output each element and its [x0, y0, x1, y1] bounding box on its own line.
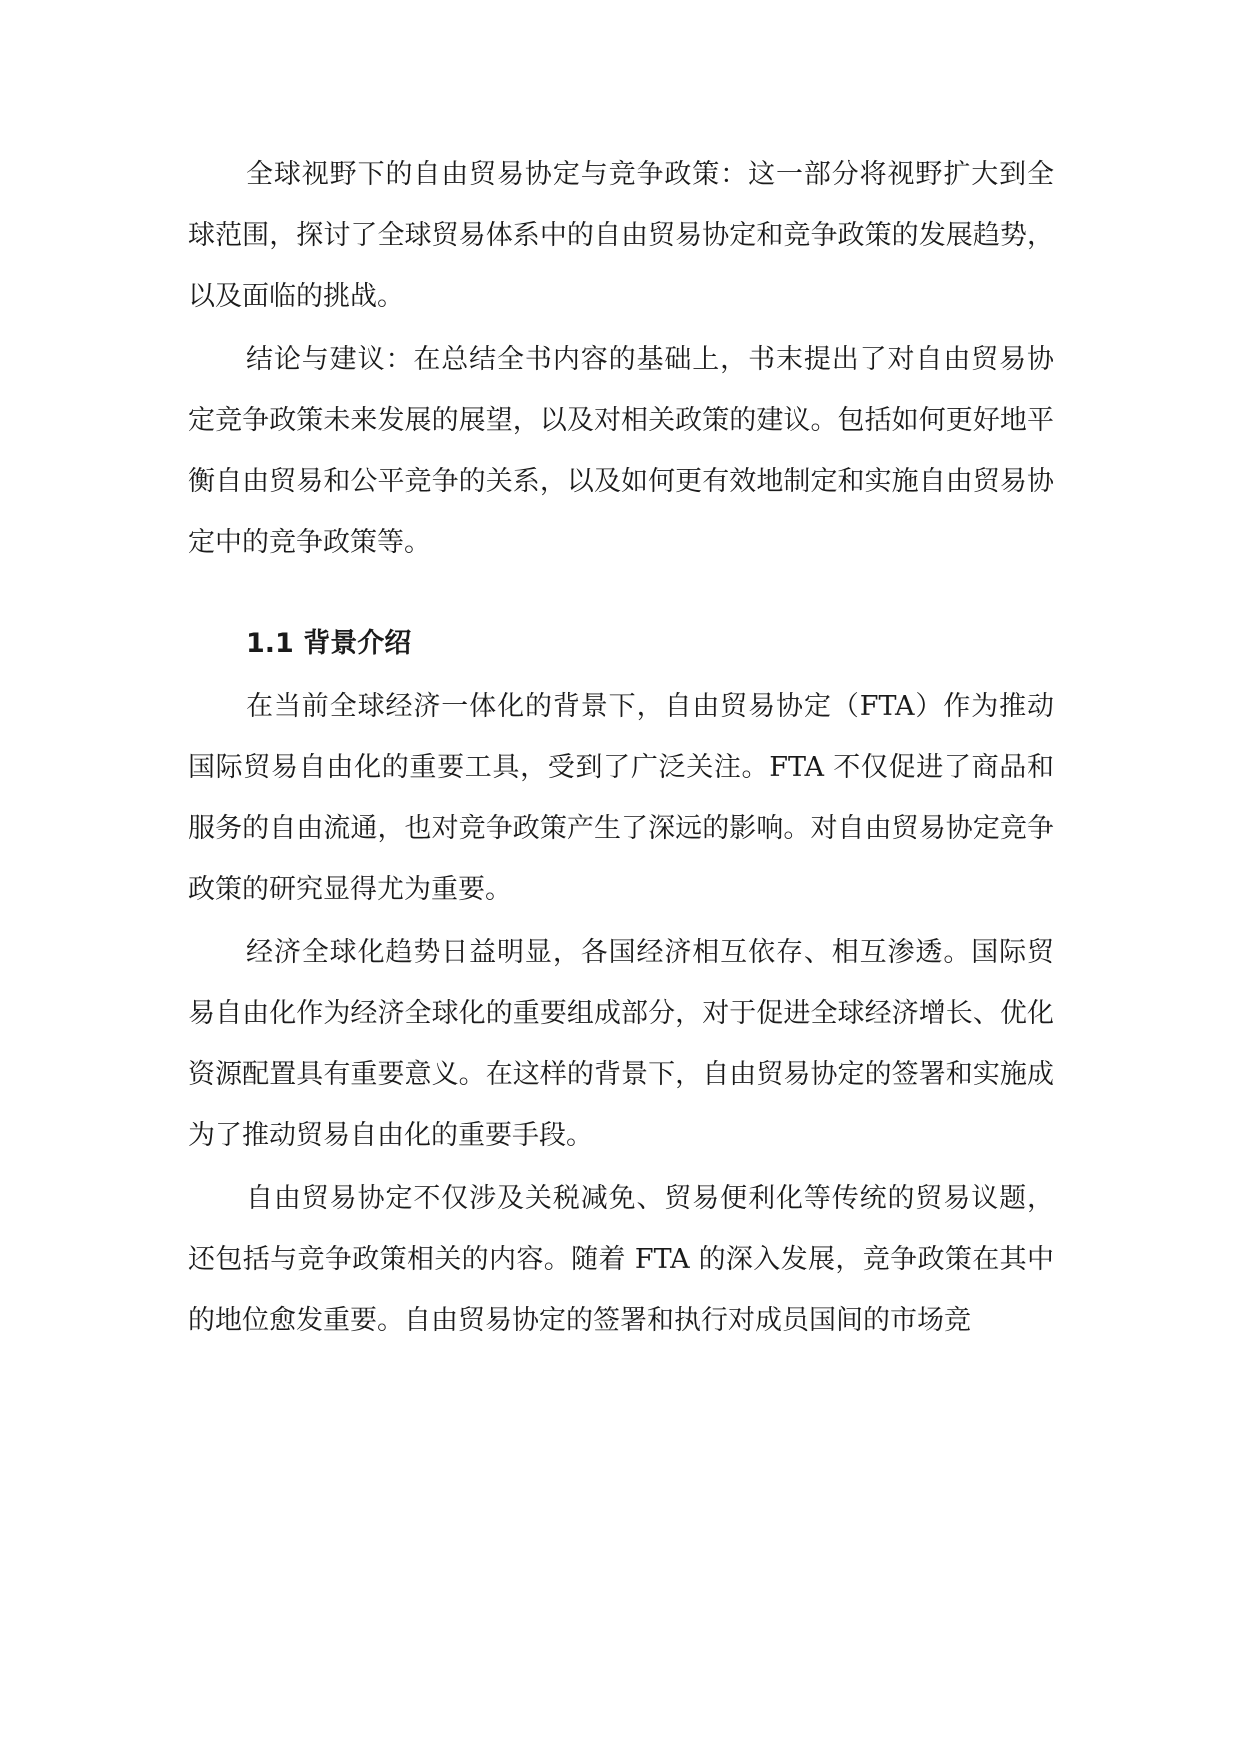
paragraph-background-1: 在当前全球经济一体化的背景下，自由贸易协定（FTA）作为推动国际贸易自由化的重要工具，受到了广泛关注。FTA 不仅促进了商品和服务的自由流通，也对竞争政策产生了深远的影响。对自由贸易协定竞争政策的研究显得尤为重要。 [188, 691, 1054, 905]
paragraph-conclusion: 结论与建议：在总结全书内容的基础上，书末提出了对自由贸易协定竞争政策未来发展的展望，以及对相关政策的建议。包括如何更好地平衡自由贸易和公平竞争的关系，以及如何更有效地制定和实施自由贸易协定中的竞争政策等。 [188, 344, 1054, 558]
document-body [188, 144, 1054, 1353]
paragraph-global-perspective: 全球视野下的自由贸易协定与竞争政策：这一部分将视野扩大到全球范围，探讨了全球贸易体系中的自由贸易协定和竞争政策的发展趋势，以及面临的挑战。 [188, 159, 1054, 312]
paragraph-background-3: 自由贸易协定不仅涉及关税减免、贸易便利化等传统的贸易议题，还包括与竞争政策相关的内容。随着 FTA 的深入发展，竞争政策在其中的地位愈发重要。自由贸易协定的签署和执行对成员国间的市场竞 [188, 1183, 1054, 1336]
paragraph-background-2: 经济全球化趋势日益明显，各国经济相互依存、相互渗透。国际贸易自由化作为经济全球化的重要组成部分，对于促进全球经济增长、优化资源配置具有重要意义。在这样的背景下，自由贸易协定的签署和实施成为了推动贸易自由化的重要手段。 [188, 937, 1054, 1151]
section-heading: 1.1 背景介绍 [246, 628, 412, 659]
